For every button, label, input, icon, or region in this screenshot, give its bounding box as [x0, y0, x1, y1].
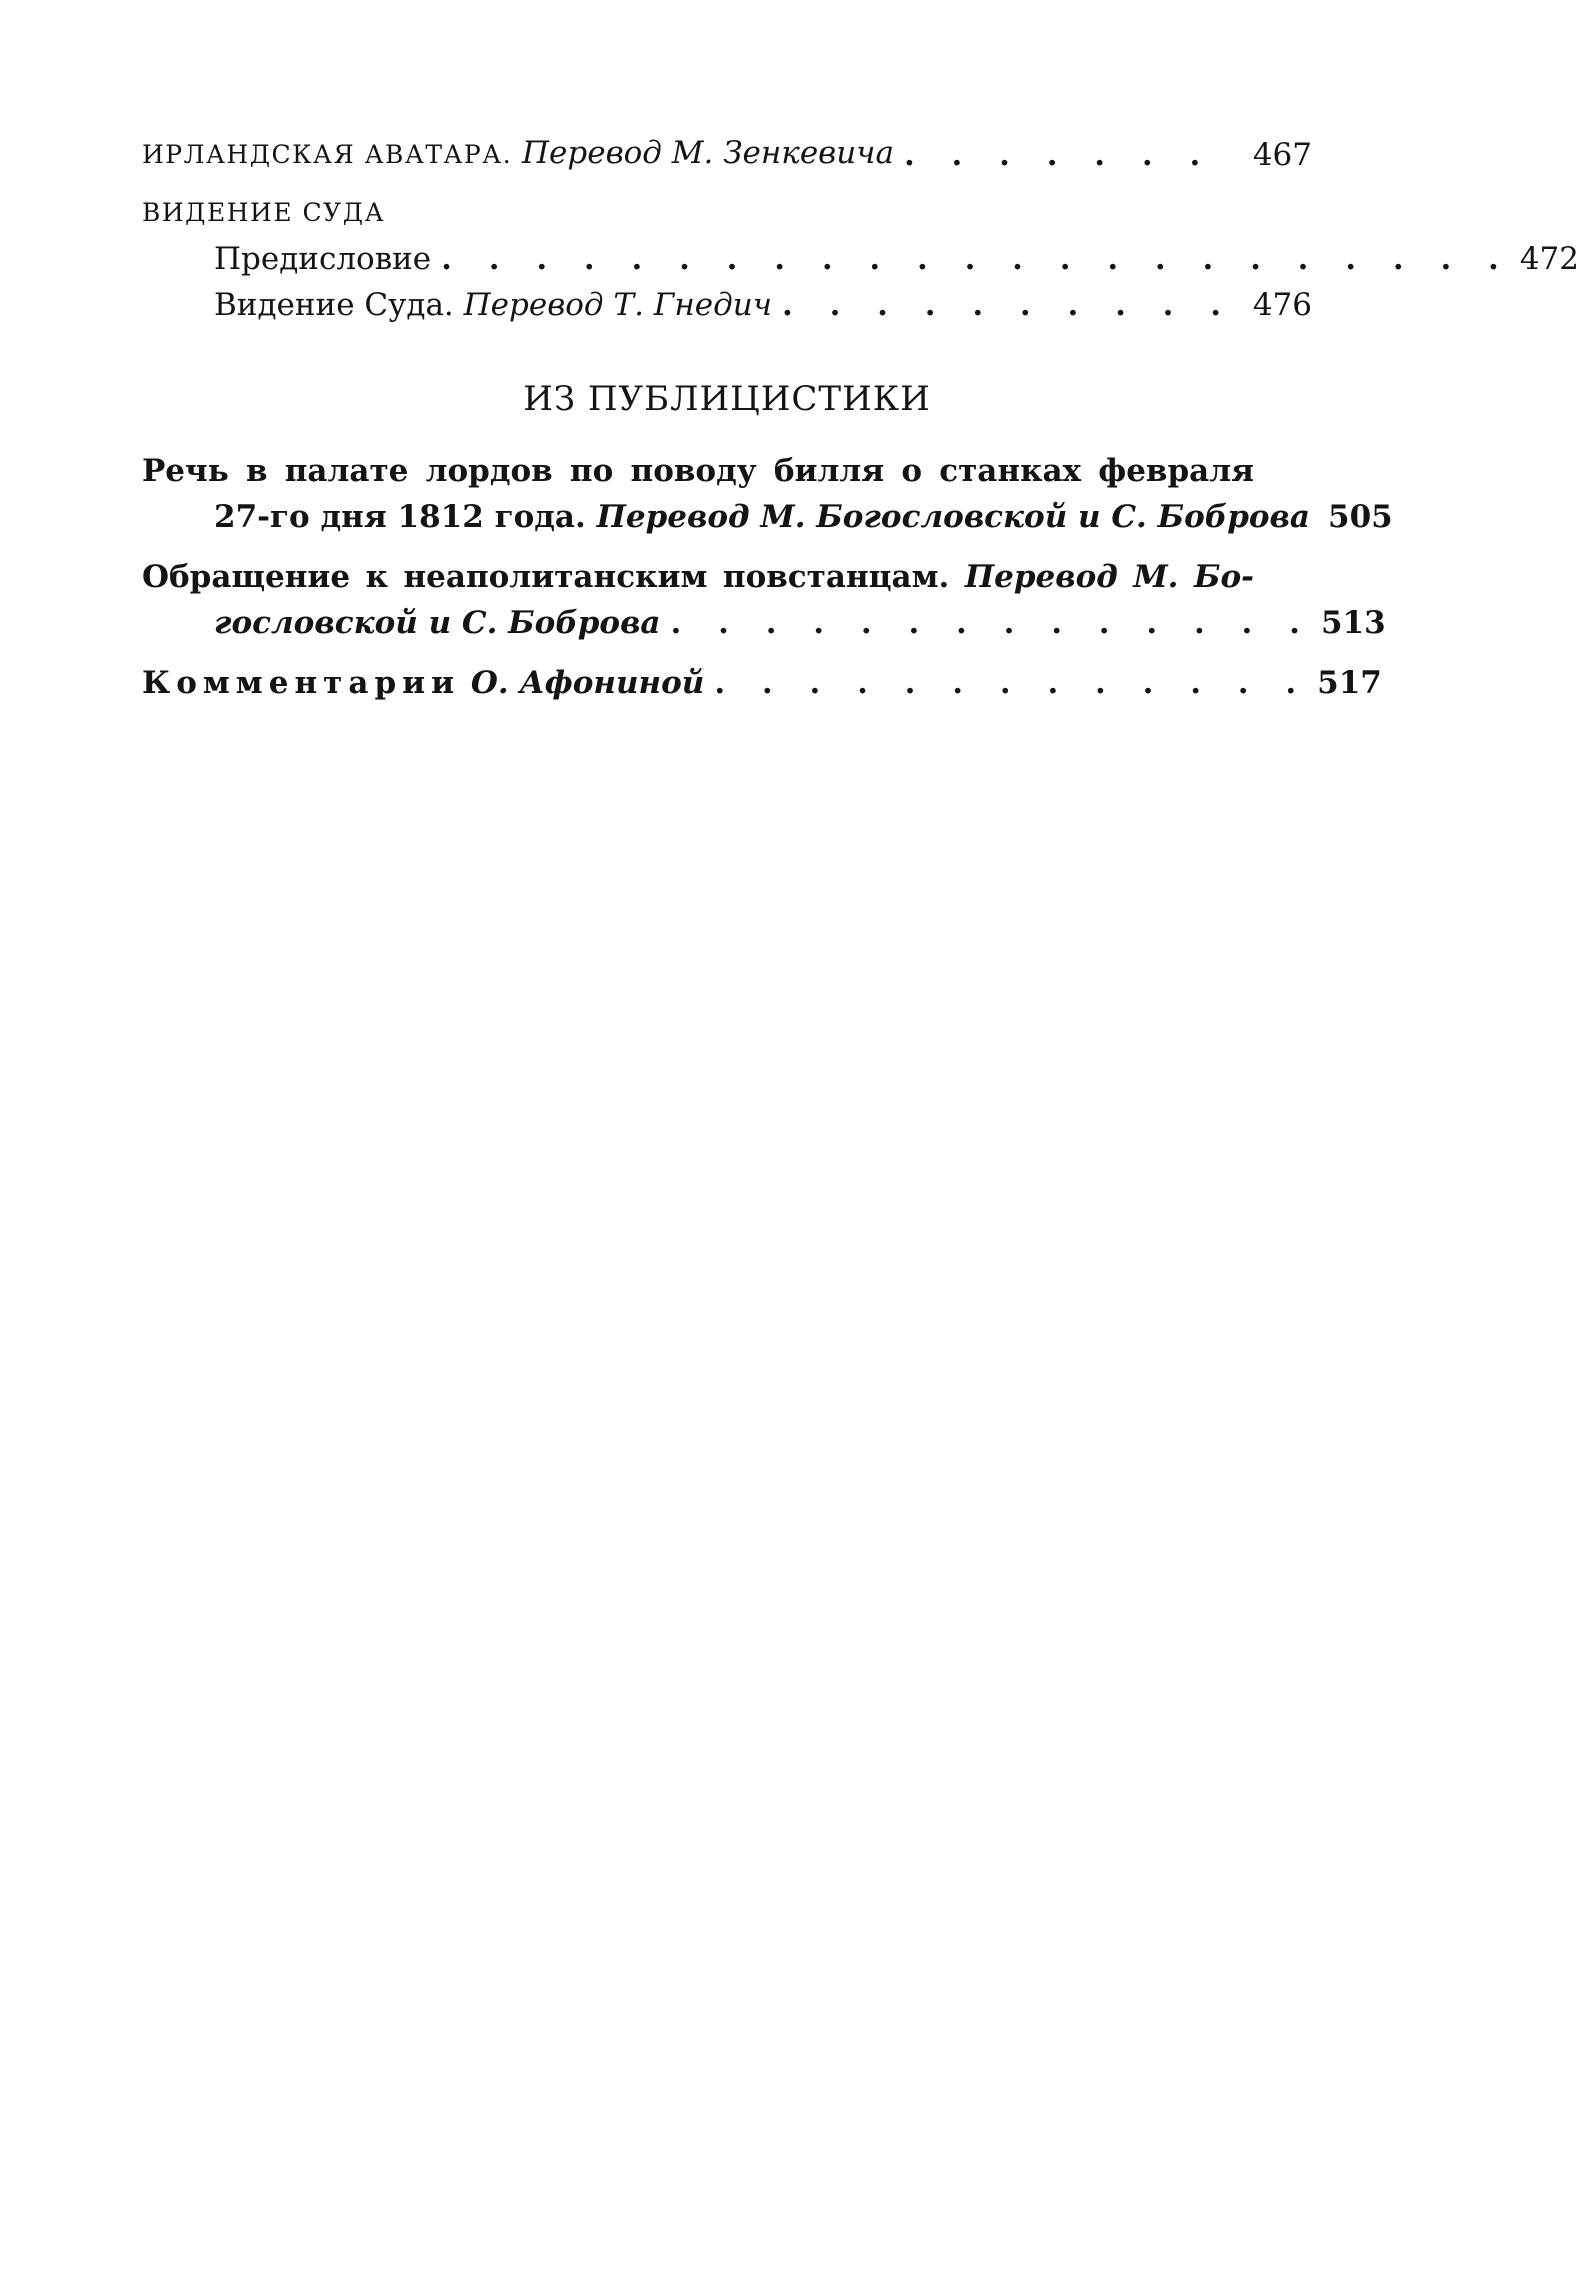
- dot-leader: . . . . . . . . . . . . . . . . . . . . . . .: [441, 241, 1512, 277]
- entry-label: [214, 494, 1310, 540]
- page-number: 467: [1252, 137, 1312, 173]
- entry-title-line2: 27-го дня 1812 года.: [214, 499, 586, 535]
- page-number: 472: [1519, 241, 1579, 277]
- section-title-publicism: ИЗ ПУБЛИЦИСТИКИ: [523, 379, 931, 419]
- entry-title: Видение Суда.: [214, 287, 454, 323]
- entry-translator: Перевод М. Богословской и С. Боброва: [596, 499, 1310, 535]
- page-number: 505: [1328, 499, 1393, 535]
- entry-title-line1: [142, 554, 1312, 600]
- entry-title: Обращение к неаполитанским повстанцам.: [142, 559, 950, 595]
- page-number: 476: [1252, 287, 1312, 323]
- entry-translator: О. Афониной: [470, 665, 705, 701]
- toc-entry-speech[interactable]: [142, 448, 1393, 540]
- toc-entry-address[interactable]: [142, 554, 1386, 646]
- entry-translator: Перевод М. Бо-: [964, 559, 1254, 595]
- entry-translator: Перевод М. Зенкевича: [522, 135, 894, 171]
- dot-leader: . . . . . . . . . . . . .: [714, 665, 1310, 701]
- page-number: 517: [1317, 665, 1382, 701]
- table-of-contents: [142, 132, 1579, 706]
- entry-continuation: [142, 600, 1386, 646]
- entry-label: [142, 660, 704, 706]
- toc-entry-vision-of-judgment[interactable]: [142, 282, 1312, 328]
- entry-label: [214, 282, 772, 328]
- entry-title: Комментарии: [142, 665, 461, 701]
- entry-translator: Перевод Т. Гнедич: [463, 287, 772, 323]
- dot-leader: . . . . . . . . . . . . . .: [670, 605, 1313, 641]
- toc-entry-comments[interactable]: [142, 660, 1382, 706]
- toc-entry-preface[interactable]: [142, 236, 1579, 282]
- section-heading-vision: ВИДЕНИЕ СУДА: [142, 198, 385, 227]
- dot-leader: . . . . . . . . . .: [782, 287, 1235, 323]
- toc-entry-irish-avatar[interactable]: [142, 132, 1312, 178]
- entry-label: [142, 130, 894, 178]
- entry-title: Предисловие: [214, 241, 432, 277]
- entry-translator-cont: гословской и С. Боброва: [214, 605, 661, 641]
- dot-leader: . . . . . . .: [903, 137, 1214, 173]
- entry-continuation: [142, 494, 1393, 540]
- entry-title-line1: Речь в палате лордов по поводу билля о станках февраля: [142, 453, 1254, 489]
- page-number: 513: [1320, 605, 1386, 641]
- entry-title: ИРЛАНДСКАЯ АВАТАРА.: [142, 140, 513, 169]
